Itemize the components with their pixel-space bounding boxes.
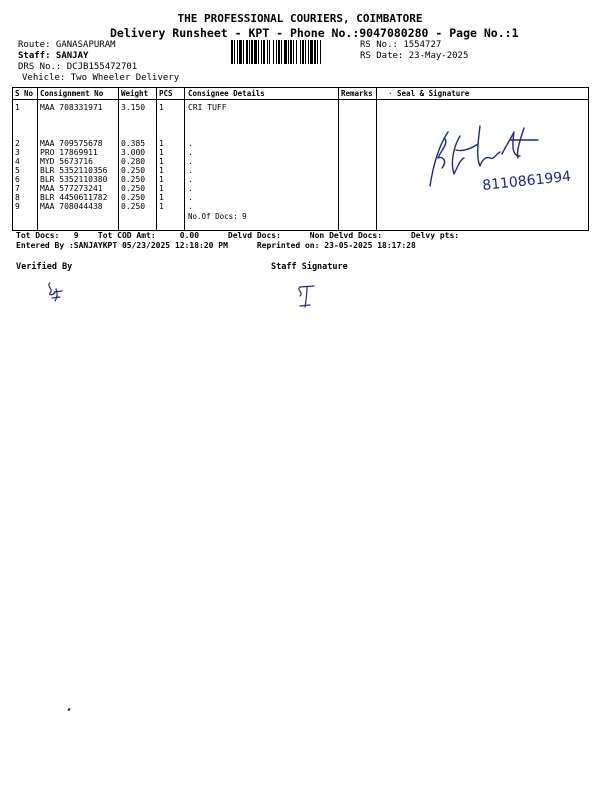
row-weight: 0.385: [121, 139, 146, 148]
row-sno: 8: [15, 193, 20, 202]
vehicle-label: Vehicle: Two Wheeler Delivery: [22, 73, 180, 83]
row-pcs: 1: [159, 103, 164, 112]
handwritten-signature: [420, 122, 580, 194]
row-consignment: MAA 577273241: [40, 184, 103, 193]
stray-mark: [67, 708, 70, 712]
row-pcs: 1: [159, 148, 164, 157]
row-pcs: 1: [159, 139, 164, 148]
row-consignment: MYD 5673716: [40, 157, 93, 166]
company-title: THE PROFESSIONAL COURIERS, COIMBATORE: [177, 12, 423, 25]
row-weight: 0.250: [121, 202, 146, 211]
row-weight: 0.250: [121, 166, 146, 175]
staff-initials: [294, 283, 318, 309]
no-of-docs: No.Of Docs: 9: [188, 212, 247, 221]
verified-by-label: Verified By: [16, 262, 73, 272]
totals-line: Tot Docs: 9 Tot COD Amt: 0.00 Delvd Docs: Non Delvd Docs: Delvy pts:: [16, 231, 460, 240]
row-consignment: BLR 5352110356: [40, 166, 108, 175]
row-weight: 0.250: [121, 184, 146, 193]
row-consignee: .: [188, 157, 193, 166]
staff-label: Staff: SANJAY: [18, 51, 89, 61]
row-sno: 1: [15, 103, 20, 112]
row-sno: 4: [15, 157, 20, 166]
header-sno: S No: [15, 89, 34, 98]
rs-date: RS Date: 23-May-2025: [360, 51, 469, 61]
header-consignee: Consignee Details: [188, 89, 265, 98]
row-pcs: 1: [159, 193, 164, 202]
runsheet-subtitle: Delivery Runsheet - KPT - Phone No.:9047080280 - Page No.:1: [110, 26, 519, 40]
row-pcs: 1: [159, 175, 164, 184]
row-sno: 7: [15, 184, 20, 193]
row-consignee: .: [188, 139, 193, 148]
header-pcs: PCS: [159, 89, 173, 98]
row-consignee: CRI TUFF: [188, 103, 227, 112]
staff-signature-label: Staff Signature: [271, 262, 348, 272]
row-consignment: BLR 4450611782: [40, 193, 108, 202]
row-weight: 0.250: [121, 193, 146, 202]
row-sno: 2: [15, 139, 20, 148]
row-weight: 0.250: [121, 175, 146, 184]
row-consignee: .: [188, 202, 193, 211]
row-weight: 0.280: [121, 157, 146, 166]
header-seal-signature: · Seal & Signature: [388, 89, 470, 98]
row-pcs: 1: [159, 202, 164, 211]
table-row: [13, 202, 338, 213]
row-consignment: MAA 708331971: [40, 103, 103, 112]
header-consignment: Consignment No: [40, 89, 104, 98]
row-sno: 5: [15, 166, 20, 175]
header-weight: Weight: [121, 89, 149, 98]
row-sno: 6: [15, 175, 20, 184]
verified-initials: [44, 280, 68, 304]
row-consignment: MAA 708044438: [40, 202, 103, 211]
row-pcs: 1: [159, 157, 164, 166]
row-consignee: .: [188, 175, 193, 184]
row-pcs: 1: [159, 184, 164, 193]
row-consignment: PRO 17869911: [40, 148, 98, 157]
signature-phone-number: 8110861994: [481, 168, 572, 194]
row-consignment: BLR 5352110380: [40, 175, 108, 184]
row-consignee: .: [188, 148, 193, 157]
row-consignee: .: [188, 193, 193, 202]
row-consignment: MAA 709575678: [40, 139, 103, 148]
row-sno: 9: [15, 202, 20, 211]
row-weight: 3.000: [121, 148, 146, 157]
table-row: [13, 103, 338, 114]
header-remarks: Remarks: [341, 89, 373, 98]
row-weight: 3.150: [121, 103, 146, 112]
entered-by-line: Entered By :SANJAYKPT 05/23/2025 12:18:20 PM Reprinted on: 23-05-2025 18:17:28: [16, 241, 416, 250]
rs-number: RS No.: 1554727: [360, 40, 442, 50]
row-pcs: 1: [159, 166, 164, 175]
drs-number: DRS No.: DCJB155472701: [18, 62, 138, 72]
route-label: Route: GANASAPURAM: [18, 40, 116, 50]
row-sno: 3: [15, 148, 20, 157]
row-consignee: .: [188, 184, 193, 193]
row-consignee: .: [188, 166, 193, 175]
barcode: [231, 40, 353, 64]
